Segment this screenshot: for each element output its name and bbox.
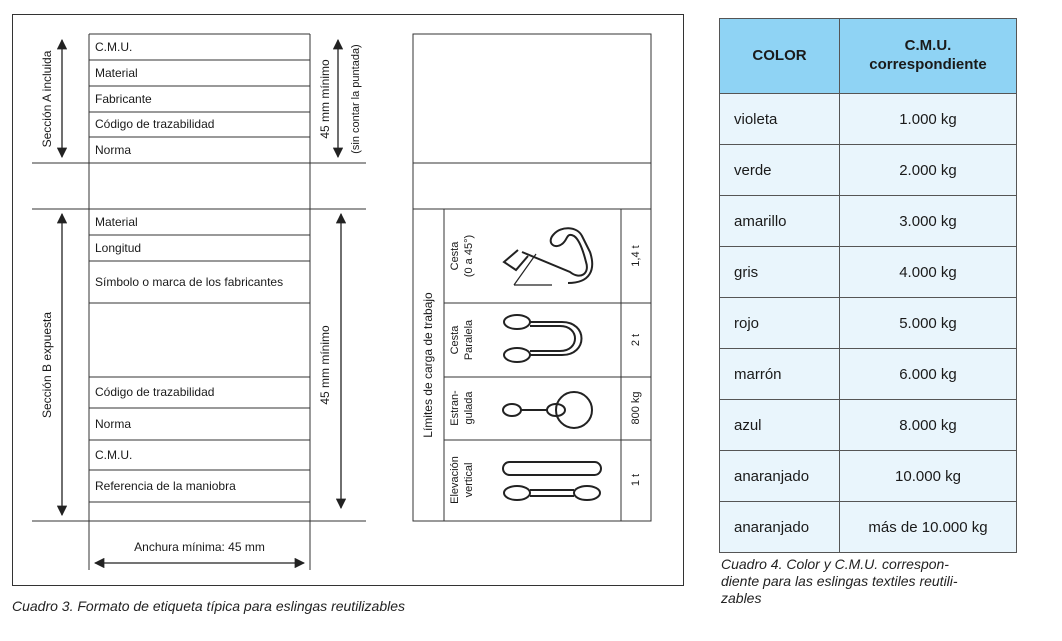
table-row bbox=[720, 400, 1017, 451]
dim-45-a: 45 mm mínimo bbox=[318, 59, 332, 139]
cmu-cell: 6.000 kg bbox=[840, 349, 1017, 400]
cmu-cell: 10.000 kg bbox=[840, 451, 1017, 502]
vertical-sling-icon bbox=[503, 462, 601, 500]
row-label-line2: vertical bbox=[463, 462, 475, 498]
field-trazabilidad-b: Código de trazabilidad bbox=[95, 385, 215, 399]
table-row bbox=[720, 349, 1017, 400]
header-color: COLOR bbox=[720, 19, 840, 94]
table-row bbox=[720, 94, 1017, 145]
basket-parallel-sling-icon bbox=[504, 315, 582, 362]
row-label-line1: Elevación bbox=[449, 456, 461, 504]
field-cmu-a: C.M.U. bbox=[95, 40, 133, 54]
basket-angle-sling-icon bbox=[504, 228, 592, 285]
cmu-cell: 5.000 kg bbox=[840, 298, 1017, 349]
load-value-choke: 800 kg bbox=[630, 391, 642, 425]
row-label-line2: Paralela bbox=[463, 319, 475, 361]
field-trazabilidad-a: Código de trazabilidad bbox=[95, 117, 215, 131]
cmu-cell: 8.000 kg bbox=[840, 400, 1017, 451]
section-b-label: Sección B expuesta bbox=[40, 311, 54, 419]
table-row bbox=[720, 196, 1017, 247]
figure3-caption: Cuadro 3. Formato de etiqueta típica para eslingas reutilizables bbox=[12, 598, 405, 614]
limits-label: Límites de carga de trabajo bbox=[421, 292, 435, 438]
color-cell: anaranjado bbox=[720, 502, 840, 553]
field-norma-b: Norma bbox=[95, 417, 132, 431]
color-cmu-table bbox=[719, 18, 1017, 553]
color-cell: violeta bbox=[720, 94, 840, 145]
cmu-cell: 1.000 kg bbox=[840, 94, 1017, 145]
field-norma-a: Norma bbox=[95, 143, 132, 157]
table4-caption-line1: Cuadro 4. Color y C.M.U. correspon- bbox=[721, 556, 949, 572]
width-label: Anchura mínima: 45 mm bbox=[134, 540, 265, 554]
cmu-cell: más de 10.000 kg bbox=[840, 502, 1017, 553]
cmu-cell: 3.000 kg bbox=[840, 196, 1017, 247]
field-longitud-b: Longitud bbox=[95, 241, 142, 255]
row-label-line2: (0 a 45°) bbox=[463, 234, 475, 278]
table-row bbox=[720, 247, 1017, 298]
row-label-line2: gulada bbox=[463, 391, 475, 425]
color-cell: rojo bbox=[720, 298, 840, 349]
table-row bbox=[720, 451, 1017, 502]
table4-caption bbox=[721, 556, 1021, 607]
field-simbolo-b: Símbolo o marca de los fabricantes bbox=[95, 275, 284, 289]
row-label-line1: Cesta bbox=[449, 241, 461, 271]
table-row bbox=[720, 298, 1017, 349]
color-cell: amarillo bbox=[720, 196, 840, 247]
header-cmu bbox=[840, 19, 1017, 94]
choke-sling-icon bbox=[503, 392, 592, 428]
field-cmu-b: C.M.U. bbox=[95, 448, 133, 462]
row-label-line1: Estran- bbox=[449, 390, 461, 426]
header-cmu-line2: correspondiente bbox=[869, 56, 987, 73]
row-label-choke bbox=[448, 390, 476, 425]
row-label-basket-angle bbox=[448, 235, 476, 277]
load-value-basket-angle: 1,4 t bbox=[630, 245, 642, 267]
color-cell: gris bbox=[720, 247, 840, 298]
color-cell: marrón bbox=[720, 349, 840, 400]
row-label-basket-parallel bbox=[448, 320, 476, 360]
color-cell: azul bbox=[720, 400, 840, 451]
table-header-row bbox=[720, 19, 1017, 94]
load-value-basket-parallel: 2 t bbox=[630, 333, 642, 347]
field-referencia-b: Referencia de la maniobra bbox=[95, 479, 236, 493]
table-row bbox=[720, 502, 1017, 553]
dim-45-b: 45 mm mínimo bbox=[318, 325, 332, 405]
table-row bbox=[720, 145, 1017, 196]
cmu-cell: 2.000 kg bbox=[840, 145, 1017, 196]
section-a-label: Sección A incluida bbox=[40, 50, 54, 148]
color-cell: anaranjado bbox=[720, 451, 840, 502]
table4-caption-line2: diente para las eslingas textiles reutili- bbox=[721, 573, 958, 589]
field-material-b: Material bbox=[95, 215, 138, 229]
dim-45-a-note: (sin contar la puntada) bbox=[350, 44, 362, 154]
load-value-vertical: 1 t bbox=[630, 473, 642, 487]
row-label-vertical bbox=[448, 456, 476, 504]
field-material-a: Material bbox=[95, 66, 138, 80]
cmu-cell: 4.000 kg bbox=[840, 247, 1017, 298]
row-label-line1: Cesta bbox=[449, 325, 461, 355]
color-cell: verde bbox=[720, 145, 840, 196]
field-fabricante-a: Fabricante bbox=[95, 92, 152, 106]
header-cmu-line1: C.M.U. bbox=[904, 37, 952, 55]
table4-caption-line3: zables bbox=[721, 590, 762, 606]
